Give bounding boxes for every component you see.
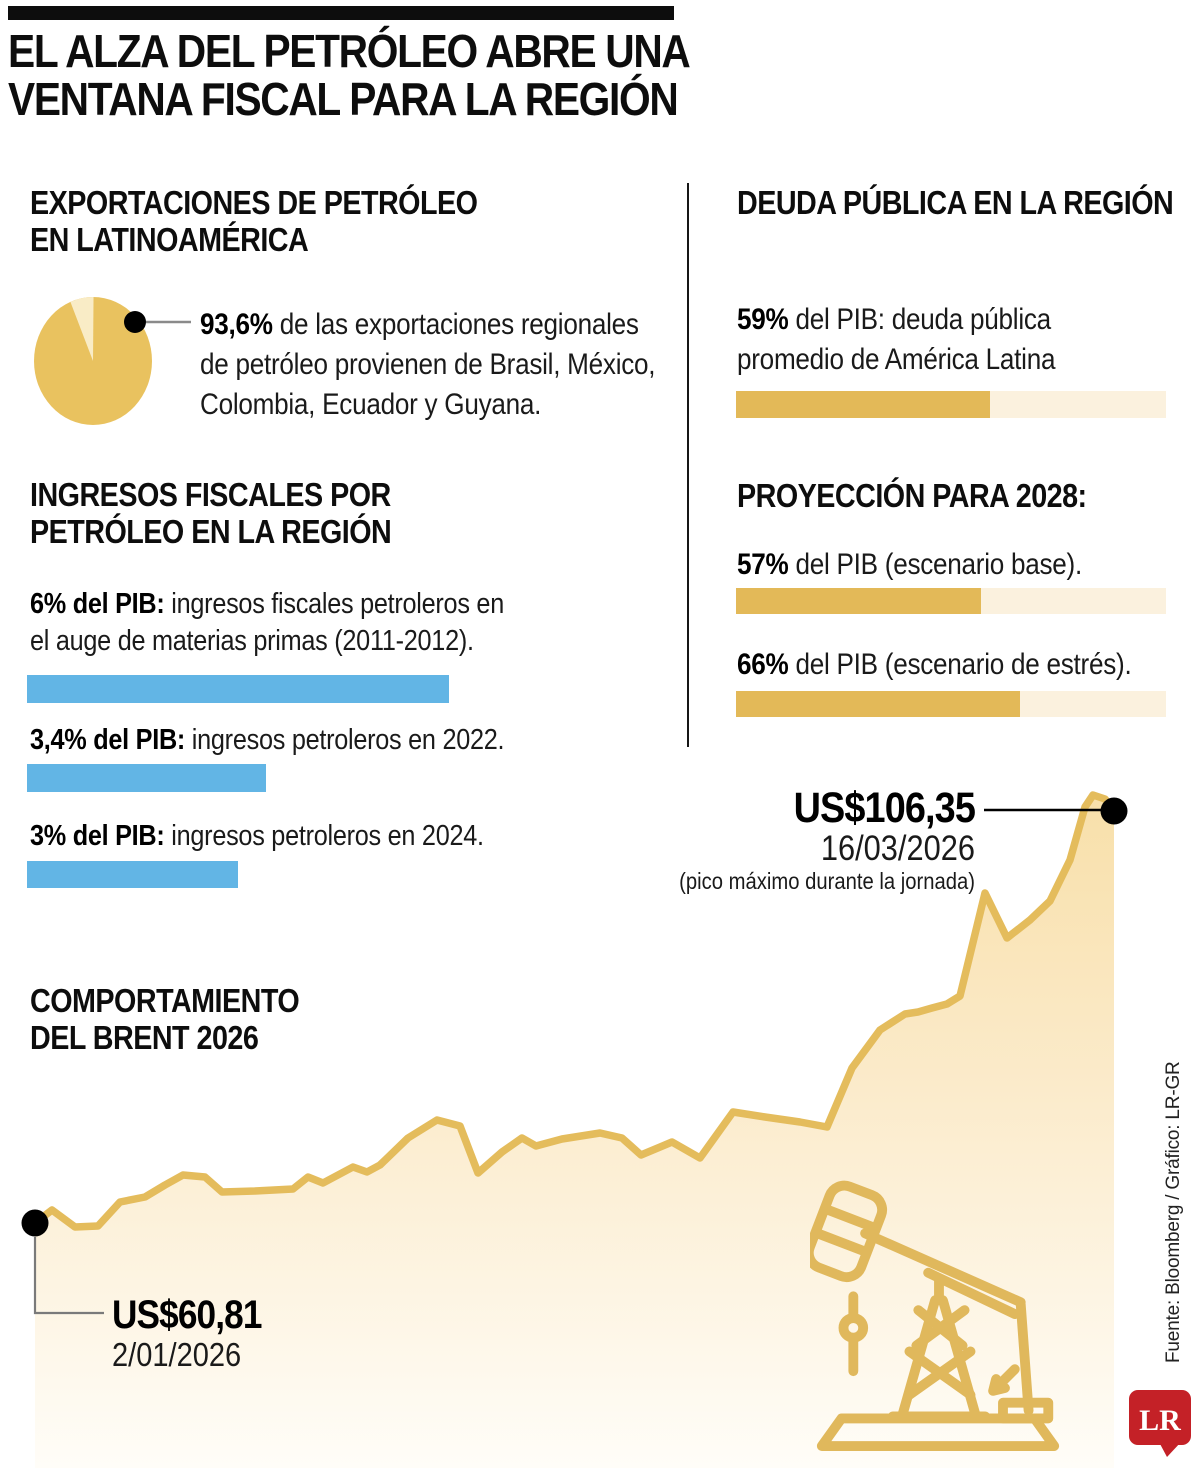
projection-bar-track xyxy=(736,588,1166,614)
debt-bar-fill xyxy=(736,391,990,418)
projection-item-text xyxy=(737,645,1131,685)
debt-bar-track xyxy=(736,391,1166,418)
fiscal-item-0-value: 6% del PIB: xyxy=(30,588,165,620)
exports-callout-line1 xyxy=(200,305,655,345)
lr-logo-tail xyxy=(1159,1442,1181,1457)
fiscal-heading-line2: PETRÓLEO EN LA REGIÓN xyxy=(30,513,392,550)
brent-heading-line2: DEL BRENT 2026 xyxy=(30,1019,259,1056)
projection-bar-1-fill xyxy=(736,691,1020,717)
projection-item-text xyxy=(737,545,1082,585)
brent-heading-line1: COMPORTAMIENTO xyxy=(30,982,300,1019)
exports-callout-line2: de petróleo provienen de Brasil, México, xyxy=(200,348,656,381)
brent-peak-note: (pico máximo durante la jornada) xyxy=(679,868,975,894)
exports-callout xyxy=(200,305,655,425)
debt-stat-value: 59% xyxy=(737,303,789,336)
projection-heading-text: PROYECCIÓN PARA 2028: xyxy=(737,477,1087,514)
fiscal-heading xyxy=(30,476,391,550)
projection-bar-0-fill xyxy=(736,588,981,614)
exports-pie-chart xyxy=(28,288,198,433)
projection-item-1-rest: del PIB (escenario de estrés). xyxy=(788,648,1132,681)
brent-start-date: 2/01/2026 xyxy=(112,1336,242,1373)
fiscal-bar xyxy=(27,675,449,703)
page-title-line1: EL ALZA DEL PETRÓLEO ABRE UNA xyxy=(8,25,690,77)
top-rule xyxy=(8,6,674,20)
brent-start-label xyxy=(112,1294,262,1374)
fiscal-bar-0-fill xyxy=(27,675,449,703)
source-credit: Fuente: Bloomberg / Gráfico: LR-GR xyxy=(1163,1061,1184,1363)
fiscal-item-2-value: 3% del PIB: xyxy=(30,820,165,852)
fiscal-item-text xyxy=(30,722,504,759)
exports-heading-line2: EN LATINOAMÉRICA xyxy=(30,221,309,258)
debt-heading-text: DEUDA PÚBLICA EN LA REGIÓN xyxy=(737,184,1174,221)
debt-heading xyxy=(737,184,1173,221)
brent-start-dot xyxy=(22,1210,49,1237)
brent-peak-label xyxy=(605,786,975,894)
projection-bar-track xyxy=(736,691,1166,717)
fiscal-item-0-line2: el auge de materias primas (2011-2012). xyxy=(30,625,474,657)
lr-logo xyxy=(1127,1388,1193,1458)
exports-callout-value: 93,6% xyxy=(200,308,273,341)
lr-logo-text: LR xyxy=(1139,1404,1181,1437)
page-title-line2: VENTANA FISCAL PARA LA REGIÓN xyxy=(8,73,678,125)
exports-callout-line3: Colombia, Ecuador y Guyana. xyxy=(200,388,542,421)
fiscal-item-text xyxy=(30,586,504,660)
brent-start-value: US$60,81 xyxy=(112,1293,262,1337)
brent-peak-dot xyxy=(1101,798,1128,825)
brent-peak-date: 16/03/2026 xyxy=(820,829,975,868)
column-divider xyxy=(687,183,689,747)
fiscal-item-1-value: 3,4% del PIB: xyxy=(30,724,186,756)
fiscal-item-2-rest: ingresos petroleros en 2024. xyxy=(164,820,484,852)
fiscal-item-1-rest: ingresos petroleros en 2022. xyxy=(185,724,505,756)
page-title xyxy=(8,27,698,123)
projection-item-1-value: 66% xyxy=(737,648,789,681)
exports-callout-rest1: de las exportaciones regionales xyxy=(272,308,639,341)
debt-stat-rest: del PIB: deuda pública xyxy=(788,303,1051,336)
projection-item-0-value: 57% xyxy=(737,548,789,581)
fiscal-item-0-rest: ingresos fiscales petroleros en xyxy=(164,588,504,620)
pie-callout-dot xyxy=(124,311,146,333)
projection-item-0-rest: del PIB (escenario base). xyxy=(788,548,1082,581)
oil-pumpjack-icon xyxy=(810,1180,1066,1458)
brent-peak-value: US$106,35 xyxy=(793,784,975,832)
exports-heading xyxy=(30,184,477,258)
brent-heading xyxy=(30,982,299,1056)
exports-heading-line1: EXPORTACIONES DE PETRÓLEO xyxy=(30,184,478,221)
debt-stat-text xyxy=(737,300,1055,380)
debt-stat-line2: promedio de América Latina xyxy=(737,343,1056,376)
fiscal-heading-line1: INGRESOS FISCALES POR xyxy=(30,476,391,513)
projection-heading xyxy=(737,477,1087,514)
